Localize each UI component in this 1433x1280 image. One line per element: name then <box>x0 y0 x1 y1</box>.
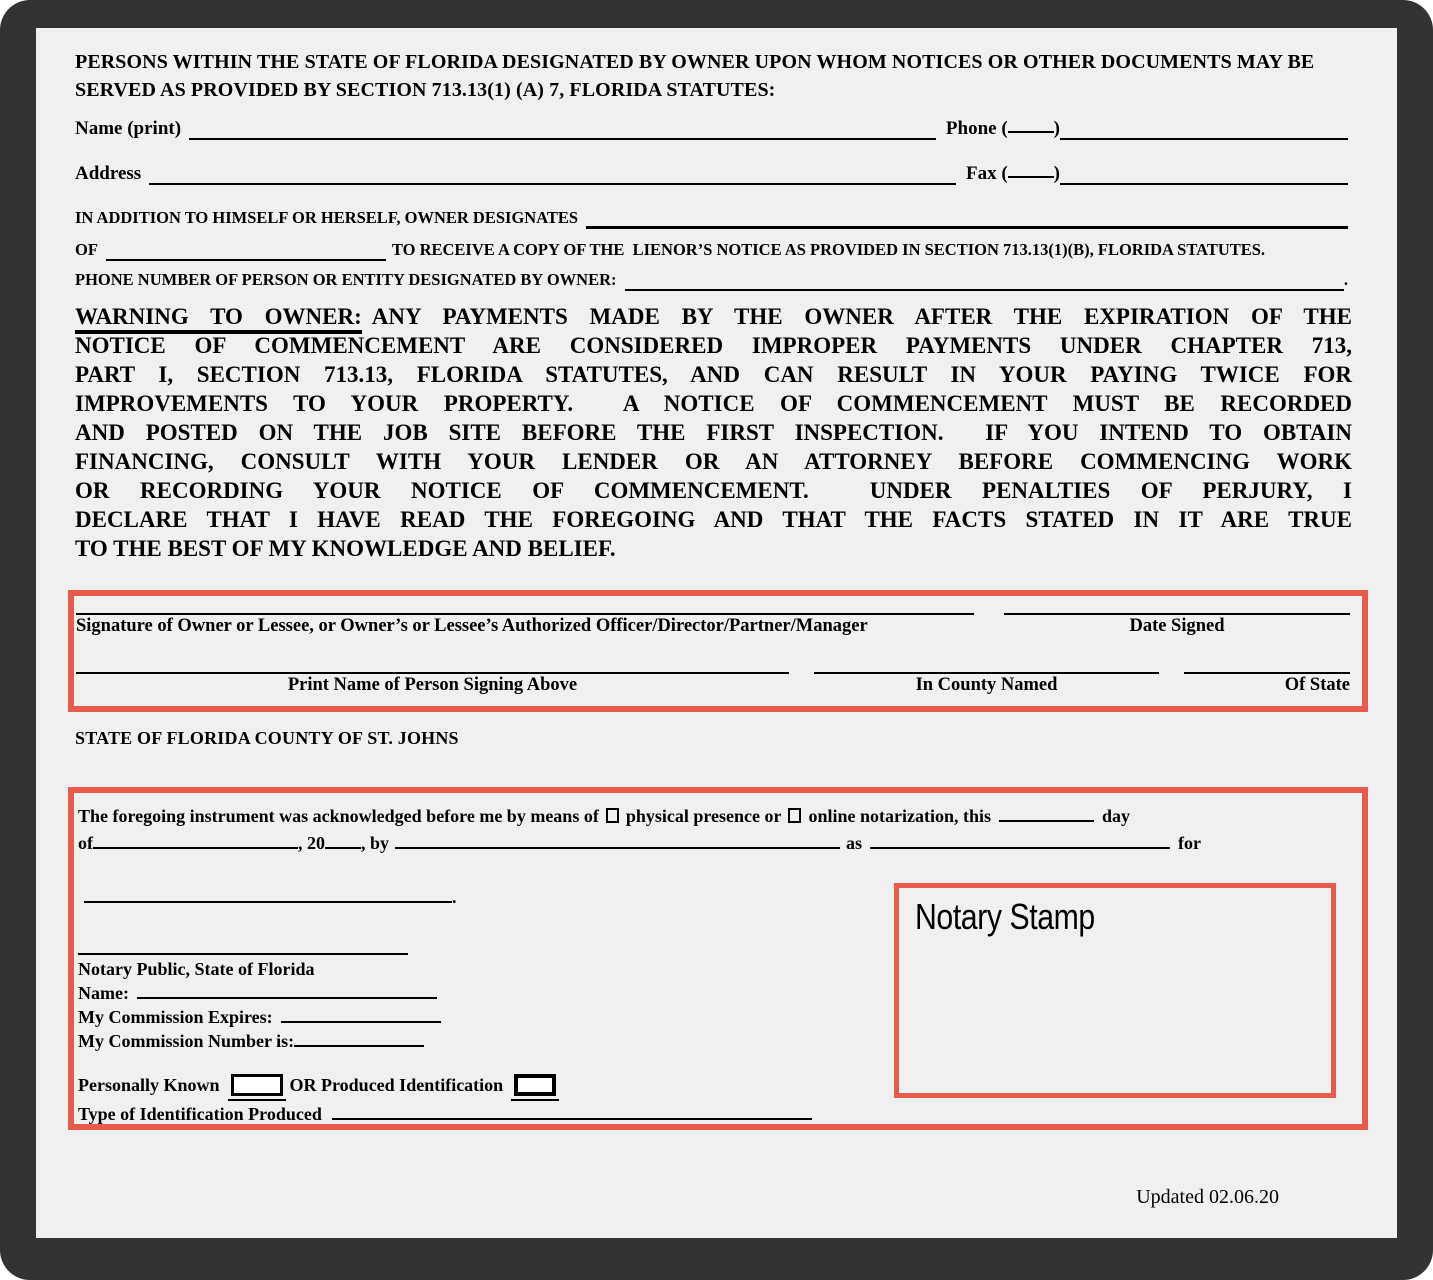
signature-lines-row <box>76 605 1350 615</box>
online-notarization-checkbox[interactable] <box>788 808 801 823</box>
notary-name-fill-line[interactable] <box>137 985 437 999</box>
designee-phone-label: PHONE NUMBER OF PERSON OR ENTITY DESIGNATED BY OWNER: <box>75 270 617 289</box>
warning-heading: WARNING TO OWNER: <box>75 304 362 334</box>
signature-label: Signature of Owner or Lessee, or Owner’s or Lessee’s Authorized Officer/Director/Partner/Manager <box>76 616 868 636</box>
date-signed-fill-line[interactable] <box>1004 605 1350 615</box>
notary-signature-fill-line[interactable] <box>78 933 408 955</box>
acknowledgment-line-1: The foregoing instrument was acknowledged before me by means of physical presence or online notarization, this day <box>78 806 1131 826</box>
address-fill-line[interactable] <box>149 171 956 185</box>
name-phone-row <box>75 117 1348 141</box>
type-of-id-row: Type of Identification Produced <box>78 1101 1350 1127</box>
date-signed-label: Date Signed <box>1129 616 1225 636</box>
notary-stamp-box <box>894 883 1336 1098</box>
designee-phone-fill-line[interactable] <box>625 277 1344 291</box>
receive-copy-label: TO RECEIVE A COPY OF THE LIENOR’S NOTICE AS PROVIDED IN SECTION 713.13(1)(B), FLORIDA STATUTES. <box>391 240 1266 259</box>
of-state-label: Of State <box>1284 675 1350 695</box>
of-label: OF <box>75 240 98 259</box>
warning-paragraph <box>75 302 1352 563</box>
fax-label: Fax ( ) <box>965 163 1060 184</box>
print-name-labels-row <box>76 675 1350 696</box>
designee-of-row <box>75 238 1365 262</box>
phone-label: Phone ( ) <box>945 118 1060 139</box>
designee-phone-row <box>75 268 1348 292</box>
state-fill-line[interactable] <box>1184 664 1350 674</box>
acknowledgment-line-2: of , 20 , by as for <box>78 833 1202 853</box>
county-fill-line[interactable] <box>814 664 1159 674</box>
warning-line: DECLARE THAT I HAVE READ THE FOREGOING AND THAT THE FACTS STATED IN IT ARE TRUE <box>75 507 1352 532</box>
fax-fill-line[interactable] <box>1060 171 1348 185</box>
entity-line: . <box>84 885 1350 909</box>
commission-expires-fill-line[interactable] <box>281 1009 441 1023</box>
commission-number-row: My Commission Number is: <box>78 1029 1350 1053</box>
acknowledger-name-fill-line[interactable] <box>395 835 840 849</box>
month-fill-line[interactable] <box>93 835 298 849</box>
print-name-label: Print Name of Person Signing Above <box>287 675 578 695</box>
print-name-lines-row <box>76 664 1350 674</box>
name-label: Name (print) <box>75 118 182 139</box>
print-name-fill-line[interactable] <box>76 664 789 674</box>
signature-section-box <box>68 590 1368 712</box>
designee-fill-line[interactable] <box>586 215 1348 229</box>
warning-line: AND POSTED ON THE JOB SITE BEFORE THE FIRST INSPECTION. IF YOU INTEND TO OBTAIN <box>75 420 1352 445</box>
warning-line: WARNING TO OWNER: ANY PAYMENTS MADE BY THE OWNER AFTER THE EXPIRATION OF THE <box>75 302 1352 331</box>
fax-areacode-fill-line[interactable] <box>1008 164 1054 178</box>
signature-labels-row <box>76 616 1350 637</box>
notary-public-label: Notary Public, State of Florida <box>78 959 315 979</box>
owner-designates-row <box>75 206 1348 230</box>
designee-address-fill-line[interactable] <box>106 247 386 261</box>
address-fax-row <box>75 162 1348 186</box>
commission-number-fill-line[interactable] <box>294 1033 424 1047</box>
phone-fill-line[interactable] <box>1060 126 1348 140</box>
jurisdiction-line: STATE OF FLORIDA COUNTY OF ST. JOHNS <box>75 728 459 748</box>
designee-phone-period: . <box>1343 270 1348 289</box>
notary-stamp-label: Notary Stamp <box>915 896 1095 937</box>
identification-row: Personally Known OR Produced Identification <box>78 1071 1350 1101</box>
day-fill-line[interactable] <box>999 808 1094 822</box>
form-title: PERSONS WITHIN THE STATE OF FLORIDA DESIGNATED BY OWNER UPON WHOM NOTICES OR OTHER DOCUMENTS MAY BE SERVED AS PROVIDED BY SECTION 713.13(1) (A) 7, FLORIDA STATUTES: <box>75 51 1315 101</box>
updated-date: Updated 02.06.20 <box>1136 1186 1279 1208</box>
year-fill-line[interactable] <box>325 835 361 849</box>
in-county-label: In County Named <box>915 675 1058 695</box>
warning-line: FINANCING, CONSULT WITH YOUR LENDER OR AN ATTORNEY BEFORE COMMENCING WORK <box>75 449 1352 474</box>
warning-line: IMPROVEMENTS TO YOUR PROPERTY. A NOTICE OF COMMENCEMENT MUST BE RECORDED <box>75 391 1352 416</box>
notary-section-box <box>68 787 1368 1130</box>
notice-of-commencement-page <box>36 28 1397 1238</box>
warning-line: TO THE BEST OF MY KNOWLEDGE AND BELIEF. <box>75 536 616 561</box>
warning-line: PART I, SECTION 713.13, FLORIDA STATUTES, AND CAN RESULT IN YOUR PAYING TWICE FOR <box>75 362 1352 387</box>
commission-expires-row: My Commission Expires: <box>78 1005 1350 1029</box>
produced-identification-checkbox[interactable] <box>514 1074 556 1096</box>
phone-areacode-fill-line[interactable] <box>1008 119 1054 133</box>
name-fill-line[interactable] <box>189 126 936 140</box>
type-of-id-fill-line[interactable] <box>332 1106 812 1120</box>
address-label: Address <box>75 163 142 184</box>
entity-fill-line[interactable] <box>84 889 452 903</box>
signature-fill-line[interactable] <box>76 605 974 615</box>
notary-name-row: Name: <box>78 981 1350 1005</box>
warning-line: OR RECORDING YOUR NOTICE OF COMMENCEMENT. UNDER PENALTIES OF PERJURY, I <box>75 478 1352 503</box>
warning-line: NOTICE OF COMMENCEMENT ARE CONSIDERED IMPROPER PAYMENTS UNDER CHAPTER 713, <box>75 333 1352 358</box>
title-fill-line[interactable] <box>870 835 1170 849</box>
personally-known-checkbox[interactable] <box>231 1074 283 1096</box>
physical-presence-checkbox[interactable] <box>606 808 619 823</box>
owner-designates-label: IN ADDITION TO HIMSELF OR HERSELF, OWNER DESIGNATES <box>75 208 579 227</box>
